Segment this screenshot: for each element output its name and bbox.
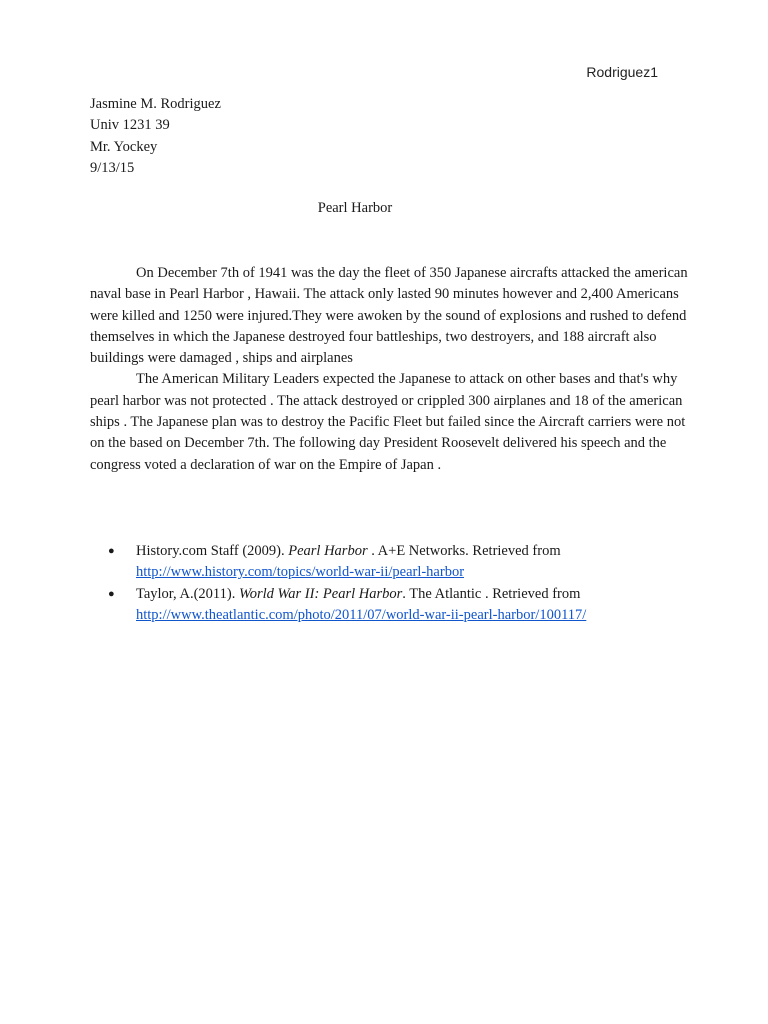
- reference-author: History.com Staff (2009).: [136, 543, 289, 559]
- body-paragraph: On December 7th of 1941 was the day the fleet of 350 Japanese aircrafts attacked the american naval base in Pearl Harbor , Hawaii. The attack only lasted 90 minutes however and 2,400 Americans were killed and 1250 were injured.They were awoken by the sound of explosions and rushed to defend themselves in which the Japanese destroyed four battleships, two destroyers, and 188 aircraft also buildings were damaged , ships and airplanes: [90, 265, 688, 367]
- reference-item: [108, 541, 708, 584]
- instructor-name: Mr. Yockey: [90, 138, 158, 155]
- reference-item: [108, 584, 708, 627]
- bullet-icon: ●: [108, 545, 115, 557]
- reference-author: Taylor, A.(2011).: [136, 585, 239, 602]
- reference-link[interactable]: http://www.history.com/topics/world-war-ii/pearl-harbor: [136, 564, 465, 581]
- student-heading: [90, 94, 221, 179]
- course-number: Univ 1231 39: [90, 117, 170, 134]
- essay-date: 9/13/15: [90, 159, 135, 176]
- reference-link[interactable]: http://www.theatlantic.com/photo/2011/07/world-war-ii-pearl-harbor/100117/: [136, 606, 587, 623]
- essay-body: [90, 263, 690, 476]
- running-header: Rodriguez1: [586, 64, 658, 80]
- reference-source: . A+E Networks. Retrieved from: [367, 543, 561, 559]
- bullet-icon: ●: [108, 587, 115, 600]
- body-paragraph: The American Military Leaders expected the Japanese to attack on other bases and that's why pearl harbor was not protected . The attack destroyed or crippled 300 airplanes and 18 of the american ships . The Japanese plan was to destroy the Pacific Fleet but failed since the Aircraft carriers were not on the based on December 7th. The following day President Roosevelt delivered his speech and the congress voted a declaration of war on the Empire of Japan .: [90, 371, 686, 473]
- student-name: Jasmine M. Rodriguez: [90, 96, 221, 112]
- essay-title: Pearl Harbor: [317, 200, 393, 216]
- reference-source: . The Atlantic . Retrieved from: [402, 585, 581, 602]
- reference-work-title: Pearl Harbor: [288, 543, 368, 559]
- reference-work-title: World War II: Pearl Harbor: [238, 585, 403, 602]
- reference-list: [108, 541, 708, 626]
